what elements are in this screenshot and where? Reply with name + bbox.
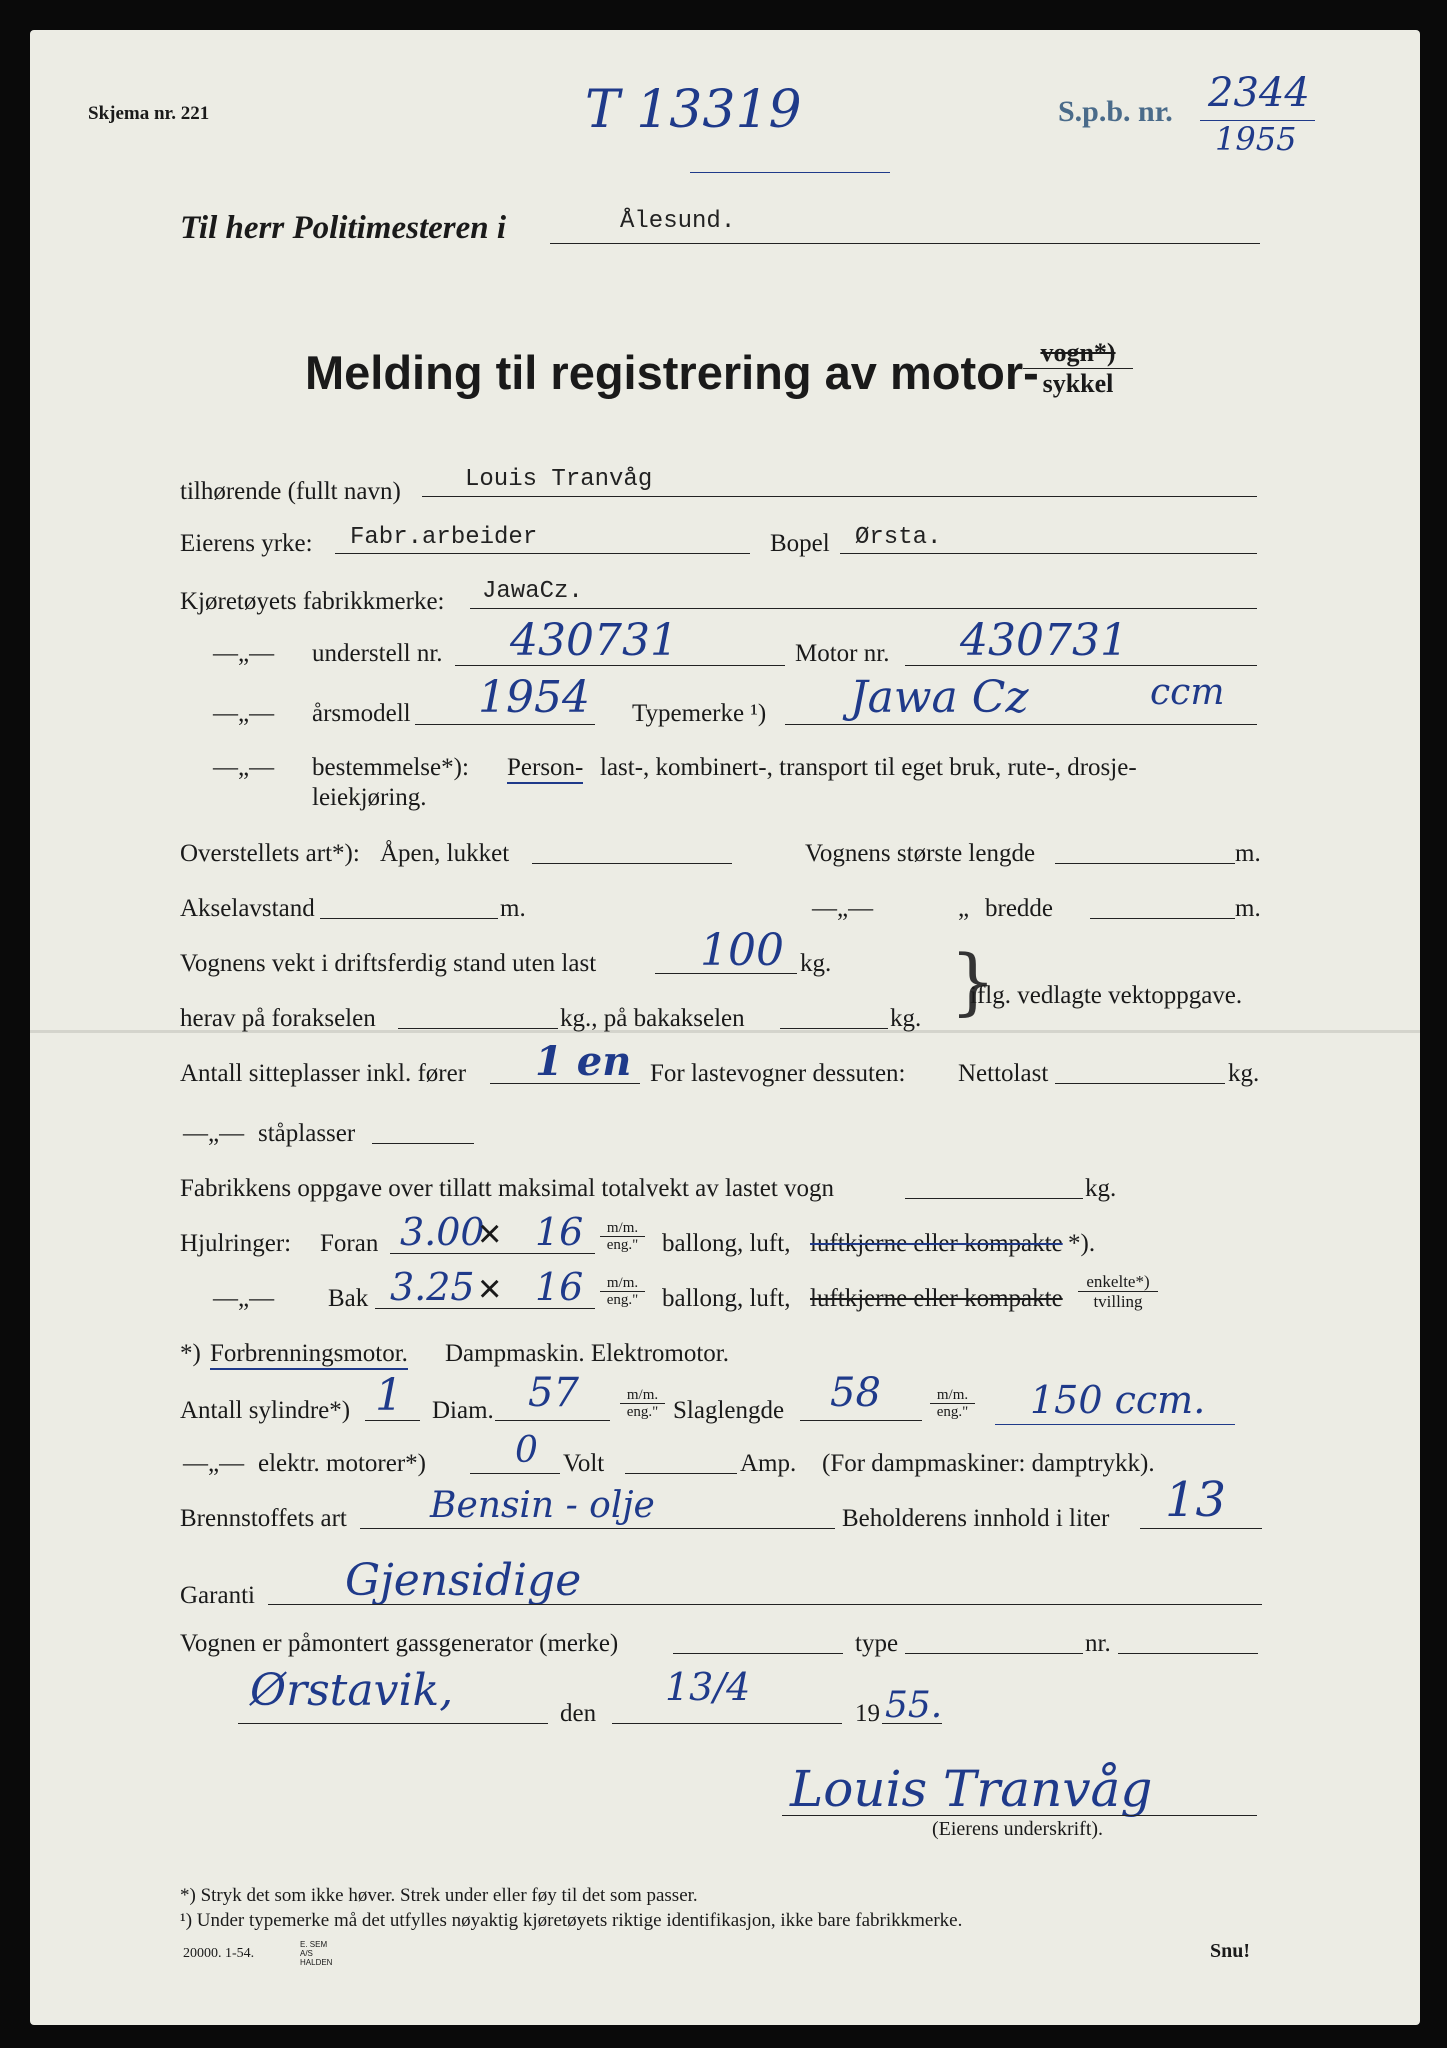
rear-axle-unit: kg.	[890, 1005, 922, 1032]
guarantee-line	[268, 1604, 1262, 1605]
rear-tyre-struck: luftkjerne eller kompakte	[810, 1285, 1063, 1312]
residence-label: Bopel	[770, 530, 830, 557]
make: JawaCz.	[482, 578, 583, 605]
width-unit: m.	[1235, 895, 1261, 922]
weight-note: iflg. vedlagte vektoppgave.	[970, 982, 1243, 1009]
occupation: Fabr.arbeider	[350, 524, 538, 551]
place: Ørstavik,	[250, 1665, 454, 1716]
type-label: Typemerke ¹)	[632, 700, 767, 727]
ditto-standing: —„—	[183, 1120, 245, 1147]
netto-label: Nettolast	[958, 1060, 1049, 1087]
max-length-label: Vognens største lengde	[805, 840, 1036, 867]
amp-label: Amp.	[740, 1450, 797, 1477]
printer: E. SEM A/S HALDEN	[300, 1940, 333, 1967]
footnote-2: ¹) Under typemerke må det utfylles nøyaktig kjøretøyets riktige identifikasjon, ikke bare fabrikkmerke.	[180, 1910, 963, 1931]
gas-type-line	[905, 1653, 1083, 1654]
seats-line	[490, 1083, 640, 1084]
spb-number: 2344	[1208, 70, 1310, 116]
ditto-year: —„—	[213, 700, 275, 727]
addressee-line	[550, 243, 1260, 244]
purpose-line2: leiekjøring.	[312, 784, 427, 811]
signature: Louis Tranvåg	[790, 1760, 1153, 1818]
chassis-number: 430731	[510, 615, 678, 666]
purpose-rest: last-, kombinert-, transport til eget bruk, rute-, drosje-	[600, 754, 1137, 781]
ditto-purpose: —„—	[213, 754, 275, 781]
front-tyre-suffix: *).	[1068, 1230, 1096, 1257]
cylinders: 1	[375, 1370, 403, 1421]
body-line	[532, 863, 732, 864]
stroke-label: Slaglengde	[673, 1397, 785, 1424]
form-title: Melding til registrering av motor-	[305, 346, 1039, 399]
purpose-label: bestemmelse*):	[312, 754, 469, 781]
max-length-unit: m.	[1235, 840, 1261, 867]
year-line	[882, 1723, 942, 1724]
gas-nr-line	[1118, 1653, 1258, 1654]
front-tyre-b: 16	[535, 1210, 584, 1254]
displacement: 150 ccm.	[1030, 1378, 1206, 1422]
fuel-line	[360, 1528, 835, 1529]
date: 13/4	[665, 1665, 751, 1709]
cylinders-line	[365, 1420, 420, 1421]
netto-unit: kg.	[1228, 1060, 1260, 1087]
stroke-line	[800, 1420, 922, 1421]
wheelbase-label: Akselavstand	[180, 895, 315, 922]
rear-tyre-label: Bak	[328, 1285, 369, 1312]
standing-label: ståplasser	[258, 1120, 356, 1147]
front-axle-label: herav på forakselen	[180, 1005, 376, 1032]
width-line	[1090, 918, 1235, 919]
owner-name: Louis Tranvåg	[465, 466, 653, 493]
guarantee-label: Garanti	[180, 1582, 255, 1609]
model-year: 1954	[478, 672, 590, 723]
front-unit-mm: m/m.	[600, 1220, 645, 1237]
owner-name-label: tilhørende (fullt navn)	[180, 478, 401, 505]
standing-line	[372, 1143, 474, 1144]
max-weight-label: Fabrikkens oppgave over tillatt maksimal totalvekt av lastet vogn	[180, 1175, 835, 1202]
engine-combustion: Forbrenningsmotor.	[210, 1340, 408, 1370]
title-option-sykkel: sykkel	[1042, 369, 1114, 398]
max-weight-unit: kg.	[1085, 1175, 1117, 1202]
diam: 57	[528, 1370, 579, 1416]
twin-single: enkelte*)	[1078, 1272, 1158, 1292]
body-options: Åpen, lukket	[380, 840, 510, 867]
diam-unit-mm: m/m.	[620, 1387, 665, 1404]
volt-label: Volt	[563, 1450, 605, 1477]
electric-label: elektr. motorer*)	[258, 1450, 426, 1477]
title-option-vogn: vogn*)	[1023, 338, 1133, 369]
residence-line	[840, 553, 1257, 554]
gas-label: Vognen er påmontert gassgenerator (merke)	[180, 1630, 619, 1657]
electric-value: 0	[515, 1430, 538, 1471]
rear-axle-label: kg., på bakakselen	[560, 1005, 745, 1032]
tank-label: Beholderens innhold i liter	[842, 1505, 1110, 1532]
diam-line	[495, 1420, 610, 1421]
turn-over: Snu!	[1210, 1940, 1251, 1962]
gas-type-label: type	[855, 1630, 899, 1657]
engine-types-prefix: *)	[180, 1340, 201, 1367]
residence: Ørsta.	[855, 524, 942, 551]
city: Ålesund.	[620, 208, 736, 235]
volt-line	[625, 1473, 737, 1474]
date-line	[612, 1723, 842, 1724]
fuel-label: Brennstoffets art	[180, 1505, 347, 1532]
model-year-label: årsmodell	[312, 700, 411, 727]
diam-unit	[620, 1387, 665, 1420]
displacement-line	[995, 1424, 1235, 1425]
rear-tyre-unit	[600, 1275, 645, 1308]
signature-label: (Eierens underskrift).	[932, 1818, 1104, 1840]
max-length-line	[1055, 863, 1235, 864]
place-line	[238, 1723, 548, 1724]
rear-tyre-line	[375, 1308, 595, 1309]
front-tyre-a: 3.00	[400, 1210, 485, 1254]
front-tyre-label: Foran	[320, 1230, 379, 1257]
gas-line	[673, 1653, 843, 1654]
diam-unit-eng: eng."	[626, 1404, 659, 1420]
width-label: bredde	[985, 895, 1054, 922]
motor-label: Motor nr.	[795, 640, 890, 667]
stroke-unit	[930, 1387, 975, 1420]
rear-unit-eng: eng."	[606, 1292, 639, 1308]
front-tyre-unit	[600, 1220, 645, 1253]
year-prefix: 19	[855, 1700, 880, 1727]
netto-line	[1055, 1083, 1225, 1084]
reference-number: T 13319	[585, 80, 802, 140]
front-axle-line	[398, 1028, 558, 1029]
footnote-1: *) Stryk det som ikke høver. Strek under eller føy til det som passer.	[180, 1885, 698, 1906]
occupation-label: Eierens yrke:	[180, 530, 313, 557]
rear-tyre-times: ×	[478, 1267, 502, 1311]
weight-unit: kg.	[800, 950, 832, 977]
wheelbase-line	[320, 918, 498, 919]
addressee: Til herr Politimesteren i	[180, 210, 507, 246]
weight-brace: }	[950, 939, 996, 1023]
diam-label: Diam.	[432, 1397, 494, 1424]
stroke-unit-mm: m/m.	[930, 1387, 975, 1404]
gas-nr-label: nr.	[1085, 1630, 1111, 1657]
rear-tyre-types: ballong, luft,	[662, 1285, 791, 1312]
rear-unit-mm: m/m.	[600, 1275, 645, 1292]
purpose-selected: Person-	[507, 754, 583, 784]
make-label: Kjøretøyets fabrikkmerke:	[180, 588, 445, 615]
rear-tyre-a: 3.25	[390, 1265, 475, 1309]
engine-others: Dampmaskin. Elektromotor.	[445, 1340, 729, 1367]
cylinders-label: Antall sylindre*)	[180, 1397, 351, 1424]
reference-underline	[690, 172, 890, 173]
signature-line	[782, 1815, 1257, 1816]
year-suffix: 55.	[885, 1685, 943, 1726]
twin-option	[1078, 1272, 1158, 1311]
type-line	[785, 724, 1257, 725]
date-label: den	[560, 1700, 597, 1727]
ditto-rear: —„—	[213, 1285, 275, 1312]
tank: 13	[1165, 1472, 1227, 1528]
print-code: 20000. 1-54.	[183, 1946, 255, 1961]
front-tyre-line	[390, 1253, 595, 1254]
spb-label: S.p.b. nr.	[1058, 95, 1173, 128]
ditto-width: —„—	[812, 895, 874, 922]
front-unit-eng: eng."	[606, 1237, 639, 1253]
weight-line	[655, 973, 797, 974]
make-line	[470, 608, 1257, 609]
seats-label: Antall sitteplasser inkl. fører	[180, 1060, 467, 1087]
chassis-label: understell nr.	[312, 640, 443, 667]
spb-year: 1955	[1215, 120, 1297, 158]
max-weight-line	[905, 1198, 1083, 1199]
occupation-line	[335, 553, 750, 554]
twin-double: tvilling	[1093, 1292, 1143, 1311]
schema-number: Skjema nr. 221	[88, 103, 210, 124]
tyres-label: Hjulringer:	[180, 1230, 292, 1257]
type-value: Jawa Cz	[850, 672, 1029, 723]
guarantee: Gjensidige	[345, 1555, 582, 1606]
front-tyre-times: ×	[478, 1212, 502, 1256]
ditto-chassis: —„—	[213, 640, 275, 667]
front-tyre-struck: luftkjerne eller kompakte	[810, 1230, 1063, 1257]
rear-tyre-b: 16	[535, 1265, 584, 1309]
cargo-label: For lastevogner dessuten:	[650, 1060, 906, 1087]
fuel: Bensin - olje	[430, 1485, 655, 1526]
weight-label: Vognens vekt i driftsferdig stand uten last	[180, 950, 597, 977]
motor-number: 430731	[960, 615, 1128, 666]
weight-value: 100	[700, 925, 784, 976]
ditto-electric: —„—	[183, 1450, 245, 1477]
chassis-line	[455, 665, 785, 666]
motor-line	[905, 665, 1257, 666]
front-tyre-types: ballong, luft,	[662, 1230, 791, 1257]
rear-axle-line	[780, 1028, 888, 1029]
stroke-unit-eng: eng."	[936, 1404, 969, 1420]
electric-line	[470, 1473, 560, 1474]
wheelbase-unit: m.	[500, 895, 526, 922]
owner-name-line	[422, 496, 1257, 497]
width-ditto-mark: „	[958, 895, 970, 922]
stroke: 58	[830, 1370, 881, 1416]
seats-value: 1 en	[535, 1038, 632, 1085]
model-year-line	[415, 724, 595, 725]
type-suffix: ccm	[1150, 672, 1225, 713]
body-label: Overstellets art*):	[180, 840, 360, 867]
steam-note: (For dampmaskiner: damptrykk).	[822, 1450, 1155, 1477]
tank-line	[1140, 1528, 1262, 1529]
title-option	[1023, 338, 1133, 399]
